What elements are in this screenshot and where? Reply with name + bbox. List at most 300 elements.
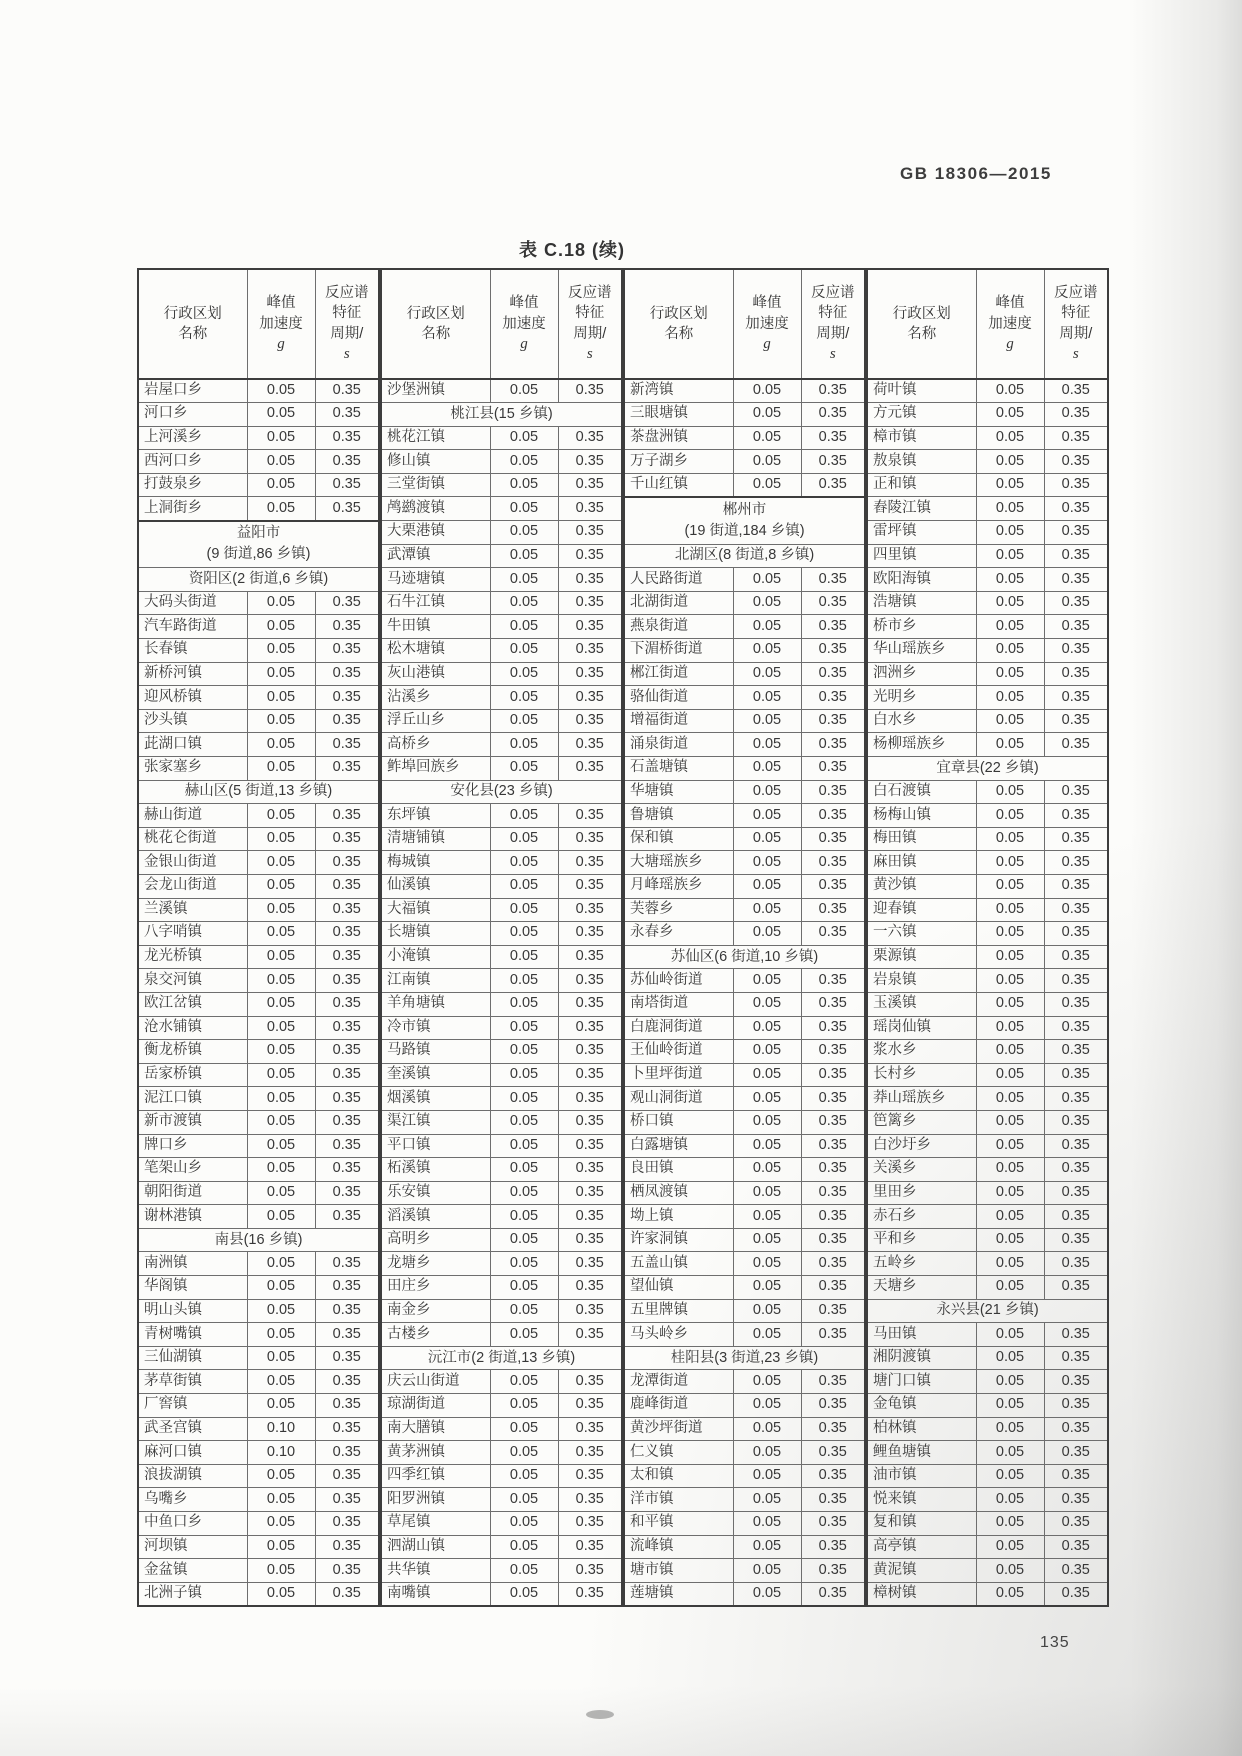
table-row bbox=[138, 615, 379, 639]
pga-value-cell: 0.05 bbox=[733, 1512, 801, 1536]
pga-value-cell: 0.05 bbox=[733, 686, 801, 710]
division-name-cell: 里田乡 bbox=[867, 1181, 976, 1205]
table-row bbox=[138, 662, 379, 686]
table-row bbox=[624, 1040, 865, 1064]
table-row bbox=[381, 1276, 622, 1300]
pga-value-cell: 0.05 bbox=[490, 922, 558, 946]
table-row bbox=[138, 686, 379, 710]
table-row bbox=[138, 992, 379, 1016]
table-row bbox=[867, 1016, 1108, 1040]
pga-value-cell: 0.05 bbox=[976, 780, 1044, 804]
division-name-cell: 泥江口镇 bbox=[138, 1087, 247, 1111]
period-value-cell: 0.35 bbox=[1044, 1559, 1108, 1583]
table-row bbox=[138, 1205, 379, 1229]
table-row bbox=[381, 969, 622, 993]
pga-value-cell: 0.05 bbox=[733, 639, 801, 663]
division-name-cell: 平口镇 bbox=[381, 1134, 490, 1158]
table-row bbox=[867, 1228, 1108, 1252]
division-name-cell: 汽车路街道 bbox=[138, 615, 247, 639]
pga-value-cell: 0.05 bbox=[247, 1299, 315, 1323]
pga-value-cell: 0.05 bbox=[490, 1063, 558, 1087]
table-row bbox=[624, 1323, 865, 1347]
table-row bbox=[624, 568, 865, 592]
period-value-cell: 0.35 bbox=[315, 1134, 379, 1158]
division-name-cell: 鲁塘镇 bbox=[624, 804, 733, 828]
table-row bbox=[867, 1370, 1108, 1394]
pga-value-cell: 0.05 bbox=[733, 851, 801, 875]
table-row bbox=[867, 1417, 1108, 1441]
period-value-cell: 0.35 bbox=[558, 1441, 622, 1465]
division-name-cell: 方元镇 bbox=[867, 403, 976, 427]
table-row bbox=[624, 1276, 865, 1300]
table-row bbox=[867, 497, 1108, 521]
division-name-cell: 麻河口镇 bbox=[138, 1441, 247, 1465]
pga-value-cell: 0.05 bbox=[247, 379, 315, 403]
pga-value-cell: 0.05 bbox=[976, 1512, 1044, 1536]
table-row bbox=[867, 615, 1108, 639]
period-value-cell: 0.35 bbox=[801, 450, 865, 474]
period-value-cell: 0.35 bbox=[801, 874, 865, 898]
pga-value-cell: 0.05 bbox=[247, 1488, 315, 1512]
group-header-cell: 永兴县(21 乡镇) bbox=[867, 1299, 1108, 1323]
period-value-cell: 0.35 bbox=[558, 1158, 622, 1182]
table-row bbox=[867, 1512, 1108, 1536]
pga-value-cell: 0.05 bbox=[733, 992, 801, 1016]
period-value-cell: 0.35 bbox=[558, 1276, 622, 1300]
table-row bbox=[138, 403, 379, 427]
division-name-cell: 莲塘镇 bbox=[624, 1582, 733, 1606]
table-row bbox=[381, 922, 622, 946]
table-row bbox=[138, 898, 379, 922]
header-division-name: 行政区划 名称 bbox=[381, 269, 490, 379]
division-name-cell: 上河溪乡 bbox=[138, 426, 247, 450]
table-row bbox=[381, 521, 622, 545]
pga-value-cell: 0.05 bbox=[490, 450, 558, 474]
pga-value-cell: 0.05 bbox=[733, 450, 801, 474]
table-row bbox=[138, 1134, 379, 1158]
period-value-cell: 0.35 bbox=[315, 403, 379, 427]
pga-value-cell: 0.05 bbox=[490, 1323, 558, 1347]
pga-value-cell: 0.05 bbox=[490, 1087, 558, 1111]
pga-value-cell: 0.05 bbox=[733, 827, 801, 851]
period-value-cell: 0.35 bbox=[1044, 898, 1108, 922]
table-row bbox=[138, 1417, 379, 1441]
period-value-cell: 0.35 bbox=[1044, 403, 1108, 427]
group-header-row bbox=[624, 1346, 865, 1370]
period-value-cell: 0.35 bbox=[315, 1205, 379, 1229]
division-name-cell: 新市渡镇 bbox=[138, 1110, 247, 1134]
pga-value-cell: 0.05 bbox=[976, 1016, 1044, 1040]
pga-value-cell: 0.05 bbox=[976, 1346, 1044, 1370]
division-name-cell: 茶盘洲镇 bbox=[624, 426, 733, 450]
table-row bbox=[624, 1512, 865, 1536]
period-value-cell: 0.35 bbox=[315, 1087, 379, 1111]
pga-value-cell: 0.05 bbox=[976, 992, 1044, 1016]
table-row bbox=[381, 1016, 622, 1040]
division-name-cell: 迎风桥镇 bbox=[138, 686, 247, 710]
division-name-cell: 鲊埠回族乡 bbox=[381, 757, 490, 781]
pga-value-cell: 0.05 bbox=[976, 403, 1044, 427]
period-value-cell: 0.35 bbox=[558, 1464, 622, 1488]
pga-value-cell: 0.05 bbox=[490, 1464, 558, 1488]
period-value-cell: 0.35 bbox=[1044, 1181, 1108, 1205]
table-row bbox=[867, 898, 1108, 922]
division-name-cell: 八字哨镇 bbox=[138, 922, 247, 946]
period-value-cell: 0.35 bbox=[1044, 1417, 1108, 1441]
pga-value-cell: 0.05 bbox=[490, 851, 558, 875]
table-row bbox=[624, 827, 865, 851]
table-row bbox=[138, 1181, 379, 1205]
pga-value-cell: 0.05 bbox=[733, 1394, 801, 1418]
period-value-cell: 0.35 bbox=[315, 1346, 379, 1370]
division-name-cell: 湘阴渡镇 bbox=[867, 1346, 976, 1370]
pga-value-cell: 0.05 bbox=[976, 379, 1044, 403]
division-name-cell: 仁义镇 bbox=[624, 1441, 733, 1465]
period-value-cell: 0.35 bbox=[801, 1394, 865, 1418]
table-row bbox=[381, 1205, 622, 1229]
table-row bbox=[138, 851, 379, 875]
table-row bbox=[867, 1346, 1108, 1370]
period-value-cell: 0.35 bbox=[1044, 1228, 1108, 1252]
division-name-cell: 塘门口镇 bbox=[867, 1370, 976, 1394]
table-row bbox=[867, 780, 1108, 804]
period-value-cell: 0.35 bbox=[558, 1394, 622, 1418]
group-header-row bbox=[867, 757, 1108, 781]
pga-value-cell: 0.05 bbox=[247, 615, 315, 639]
table-row bbox=[381, 686, 622, 710]
period-value-cell: 0.35 bbox=[315, 497, 379, 521]
pga-value-cell: 0.05 bbox=[733, 969, 801, 993]
period-value-cell: 0.35 bbox=[315, 1441, 379, 1465]
pga-value-cell: 0.05 bbox=[490, 827, 558, 851]
table-row bbox=[867, 1110, 1108, 1134]
division-name-cell: 牛田镇 bbox=[381, 615, 490, 639]
pga-value-cell: 0.05 bbox=[490, 1582, 558, 1606]
pga-value-cell: 0.05 bbox=[733, 1559, 801, 1583]
period-value-cell: 0.35 bbox=[1044, 662, 1108, 686]
pga-value-cell: 0.05 bbox=[733, 1488, 801, 1512]
period-value-cell: 0.35 bbox=[801, 1441, 865, 1465]
group-header-row bbox=[138, 1228, 379, 1252]
table-row bbox=[138, 1087, 379, 1111]
pga-value-cell: 0.05 bbox=[490, 1228, 558, 1252]
pga-value-cell: 0.05 bbox=[976, 1228, 1044, 1252]
division-name-cell: 田庄乡 bbox=[381, 1276, 490, 1300]
period-value-cell: 0.35 bbox=[558, 544, 622, 568]
scan-smudge-mark bbox=[586, 1710, 614, 1719]
table-row bbox=[624, 639, 865, 663]
division-name-cell: 河坝镇 bbox=[138, 1535, 247, 1559]
division-name-cell: 永春乡 bbox=[624, 922, 733, 946]
period-value-cell: 0.35 bbox=[315, 1252, 379, 1276]
pga-value-cell: 0.05 bbox=[733, 426, 801, 450]
pga-value-cell: 0.05 bbox=[976, 662, 1044, 686]
pga-value-cell: 0.05 bbox=[976, 544, 1044, 568]
division-name-cell: 赤石乡 bbox=[867, 1205, 976, 1229]
header-division-name: 行政区划 名称 bbox=[138, 269, 247, 379]
pga-value-cell: 0.05 bbox=[247, 969, 315, 993]
table-row bbox=[867, 733, 1108, 757]
period-value-cell: 0.35 bbox=[315, 1394, 379, 1418]
division-name-cell: 坳上镇 bbox=[624, 1205, 733, 1229]
period-value-cell: 0.35 bbox=[801, 780, 865, 804]
pga-value-cell: 0.05 bbox=[247, 1535, 315, 1559]
pga-value-cell: 0.05 bbox=[247, 1464, 315, 1488]
group-header-cell: 桃江县(15 乡镇) bbox=[381, 403, 622, 427]
period-value-cell: 0.35 bbox=[801, 1134, 865, 1158]
table-row bbox=[624, 922, 865, 946]
period-value-cell: 0.35 bbox=[315, 1158, 379, 1182]
period-value-cell: 0.35 bbox=[558, 969, 622, 993]
column-header-row bbox=[138, 269, 379, 379]
table-row bbox=[381, 1087, 622, 1111]
pga-value-cell: 0.05 bbox=[490, 992, 558, 1016]
table-row bbox=[867, 874, 1108, 898]
division-name-cell: 人民路街道 bbox=[624, 568, 733, 592]
table-row bbox=[867, 1394, 1108, 1418]
period-value-cell: 0.35 bbox=[801, 615, 865, 639]
period-value-cell: 0.35 bbox=[558, 1582, 622, 1606]
period-unit-symbol: s bbox=[343, 345, 350, 362]
period-value-cell: 0.35 bbox=[315, 639, 379, 663]
division-name-cell: 西河口乡 bbox=[138, 450, 247, 474]
period-unit-symbol: s bbox=[1072, 345, 1079, 362]
division-name-cell: 乌嘴乡 bbox=[138, 1488, 247, 1512]
pga-value-cell: 0.10 bbox=[247, 1417, 315, 1441]
division-name-cell: 仙溪镇 bbox=[381, 874, 490, 898]
pga-value-cell: 0.05 bbox=[490, 686, 558, 710]
pga-value-cell: 0.05 bbox=[976, 827, 1044, 851]
table-row bbox=[381, 1417, 622, 1441]
pga-value-cell: 0.05 bbox=[247, 922, 315, 946]
table-row bbox=[624, 1417, 865, 1441]
division-name-cell: 新桥河镇 bbox=[138, 662, 247, 686]
pga-value-cell: 0.05 bbox=[976, 639, 1044, 663]
table-row bbox=[624, 1134, 865, 1158]
pga-value-cell: 0.05 bbox=[976, 497, 1044, 521]
table-row bbox=[867, 922, 1108, 946]
pga-value-cell: 0.05 bbox=[247, 1323, 315, 1347]
pga-value-cell: 0.05 bbox=[976, 568, 1044, 592]
table-row bbox=[624, 898, 865, 922]
pga-value-cell: 0.05 bbox=[733, 1323, 801, 1347]
table-row bbox=[138, 1441, 379, 1465]
division-name-cell: 黄泥镇 bbox=[867, 1559, 976, 1583]
division-name-cell: 桥市乡 bbox=[867, 615, 976, 639]
table-row bbox=[867, 639, 1108, 663]
table-row bbox=[624, 403, 865, 427]
table-row bbox=[624, 1535, 865, 1559]
table-row bbox=[867, 426, 1108, 450]
division-name-cell: 四季红镇 bbox=[381, 1464, 490, 1488]
period-value-cell: 0.35 bbox=[315, 1299, 379, 1323]
table-row bbox=[624, 804, 865, 828]
pga-value-cell: 0.05 bbox=[976, 1488, 1044, 1512]
column-header-row bbox=[867, 269, 1108, 379]
period-value-cell: 0.35 bbox=[801, 1205, 865, 1229]
pga-value-cell: 0.05 bbox=[976, 1323, 1044, 1347]
period-value-cell: 0.35 bbox=[558, 1016, 622, 1040]
pga-value-cell: 0.05 bbox=[976, 686, 1044, 710]
division-name-cell: 沾溪乡 bbox=[381, 686, 490, 710]
division-name-cell: 长村乡 bbox=[867, 1063, 976, 1087]
period-value-cell: 0.35 bbox=[558, 1110, 622, 1134]
division-name-cell: 悦来镇 bbox=[867, 1488, 976, 1512]
table-row bbox=[867, 1063, 1108, 1087]
header-characteristic-period: 反应谱 特征 周期/ s bbox=[558, 269, 622, 379]
pga-value-cell: 0.05 bbox=[733, 1276, 801, 1300]
division-name-cell: 王仙岭街道 bbox=[624, 1040, 733, 1064]
pga-value-cell: 0.05 bbox=[247, 403, 315, 427]
period-value-cell: 0.35 bbox=[801, 851, 865, 875]
pga-value-cell: 0.05 bbox=[490, 591, 558, 615]
division-name-cell: 华阁镇 bbox=[138, 1276, 247, 1300]
pga-value-cell: 0.05 bbox=[976, 615, 1044, 639]
period-value-cell: 0.35 bbox=[801, 1158, 865, 1182]
pga-value-cell: 0.05 bbox=[976, 1559, 1044, 1583]
pga-value-cell: 0.05 bbox=[247, 1394, 315, 1418]
pga-value-cell: 0.05 bbox=[490, 1299, 558, 1323]
pga-value-cell: 0.05 bbox=[976, 1394, 1044, 1418]
pga-value-cell: 0.05 bbox=[733, 1582, 801, 1606]
division-name-cell: 栖凤渡镇 bbox=[624, 1181, 733, 1205]
table-group-1 bbox=[137, 268, 380, 1607]
period-value-cell: 0.35 bbox=[1044, 591, 1108, 615]
pga-value-cell: 0.05 bbox=[490, 969, 558, 993]
division-name-cell: 泗湖山镇 bbox=[381, 1535, 490, 1559]
table-row bbox=[381, 662, 622, 686]
table-row bbox=[867, 1535, 1108, 1559]
division-name-cell: 雷坪镇 bbox=[867, 521, 976, 545]
table-row bbox=[867, 403, 1108, 427]
division-name-cell: 白露塘镇 bbox=[624, 1134, 733, 1158]
group-header-cell: 桂阳县(3 街道,23 乡镇) bbox=[624, 1346, 865, 1370]
table-row bbox=[138, 827, 379, 851]
pga-value-cell: 0.05 bbox=[733, 662, 801, 686]
table-row bbox=[624, 1228, 865, 1252]
period-value-cell: 0.35 bbox=[558, 757, 622, 781]
pga-value-cell: 0.05 bbox=[247, 591, 315, 615]
period-value-cell: 0.35 bbox=[315, 615, 379, 639]
table-row bbox=[624, 1181, 865, 1205]
header-peak-acceleration: 峰值 加速度 g bbox=[247, 269, 315, 379]
pga-value-cell: 0.05 bbox=[247, 1063, 315, 1087]
period-value-cell: 0.35 bbox=[315, 1040, 379, 1064]
division-name-cell: 古楼乡 bbox=[381, 1323, 490, 1347]
division-name-cell: 金龟镇 bbox=[867, 1394, 976, 1418]
period-value-cell: 0.35 bbox=[558, 1323, 622, 1347]
group-header-row bbox=[624, 945, 865, 969]
division-name-cell: 四里镇 bbox=[867, 544, 976, 568]
division-name-cell: 马路镇 bbox=[381, 1040, 490, 1064]
table-row bbox=[381, 1181, 622, 1205]
group-header-cell: 安化县(23 乡镇) bbox=[381, 780, 622, 804]
period-value-cell: 0.35 bbox=[1044, 1063, 1108, 1087]
division-name-cell: 明山头镇 bbox=[138, 1299, 247, 1323]
division-name-cell: 上洞街乡 bbox=[138, 497, 247, 521]
period-value-cell: 0.35 bbox=[315, 1276, 379, 1300]
table-row bbox=[867, 1252, 1108, 1276]
table-row bbox=[867, 591, 1108, 615]
period-value-cell: 0.35 bbox=[801, 686, 865, 710]
table-row bbox=[381, 1063, 622, 1087]
table-row bbox=[138, 1040, 379, 1064]
period-value-cell: 0.35 bbox=[801, 1063, 865, 1087]
header-characteristic-period: 反应谱 特征 周期/ s bbox=[315, 269, 379, 379]
period-value-cell: 0.35 bbox=[801, 1252, 865, 1276]
table-row bbox=[138, 969, 379, 993]
group-header-row bbox=[867, 1299, 1108, 1323]
division-name-cell: 鸬鹚渡镇 bbox=[381, 497, 490, 521]
pga-value-cell: 0.05 bbox=[247, 1016, 315, 1040]
table-row bbox=[867, 709, 1108, 733]
division-name-cell: 复和镇 bbox=[867, 1512, 976, 1536]
table-row bbox=[624, 1110, 865, 1134]
period-value-cell: 0.35 bbox=[558, 1228, 622, 1252]
period-value-cell: 0.35 bbox=[801, 426, 865, 450]
period-value-cell: 0.35 bbox=[315, 945, 379, 969]
division-name-cell: 中鱼口乡 bbox=[138, 1512, 247, 1536]
division-name-cell: 北湖街道 bbox=[624, 591, 733, 615]
pga-value-cell: 0.05 bbox=[490, 1441, 558, 1465]
period-value-cell: 0.35 bbox=[801, 1276, 865, 1300]
pga-value-cell: 0.05 bbox=[976, 1087, 1044, 1111]
period-value-cell: 0.35 bbox=[558, 686, 622, 710]
division-name-cell: 南大膳镇 bbox=[381, 1417, 490, 1441]
header-division-name: 行政区划 名称 bbox=[624, 269, 733, 379]
pga-value-cell: 0.05 bbox=[976, 804, 1044, 828]
table-row bbox=[138, 450, 379, 474]
period-value-cell: 0.35 bbox=[1044, 615, 1108, 639]
division-name-cell: 武圣宫镇 bbox=[138, 1417, 247, 1441]
group-header-cell: 北湖区(8 街道,8 乡镇) bbox=[624, 544, 865, 568]
pga-value-cell: 0.05 bbox=[976, 1134, 1044, 1158]
division-name-cell: 东坪镇 bbox=[381, 804, 490, 828]
division-name-cell: 谢林港镇 bbox=[138, 1205, 247, 1229]
period-value-cell: 0.35 bbox=[801, 733, 865, 757]
table-row bbox=[381, 733, 622, 757]
period-value-cell: 0.35 bbox=[801, 379, 865, 403]
period-value-cell: 0.35 bbox=[558, 1370, 622, 1394]
period-value-cell: 0.35 bbox=[558, 804, 622, 828]
period-unit-symbol: s bbox=[829, 345, 836, 362]
table-row bbox=[867, 521, 1108, 545]
pga-value-cell: 0.05 bbox=[976, 426, 1044, 450]
period-value-cell: 0.35 bbox=[558, 450, 622, 474]
pga-value-cell: 0.05 bbox=[733, 1441, 801, 1465]
division-name-cell: 南嘴镇 bbox=[381, 1582, 490, 1606]
table-row bbox=[867, 969, 1108, 993]
pga-value-cell: 0.05 bbox=[976, 1252, 1044, 1276]
pga-value-cell: 0.05 bbox=[733, 1228, 801, 1252]
pga-value-cell: 0.05 bbox=[490, 1394, 558, 1418]
table-group-3 bbox=[623, 268, 866, 1607]
period-value-cell: 0.35 bbox=[801, 1323, 865, 1347]
pga-value-cell: 0.05 bbox=[976, 969, 1044, 993]
period-value-cell: 0.35 bbox=[558, 874, 622, 898]
period-value-cell: 0.35 bbox=[315, 1181, 379, 1205]
period-value-cell: 0.35 bbox=[1044, 1016, 1108, 1040]
pga-value-cell: 0.05 bbox=[976, 874, 1044, 898]
group-header-cell: 沅江市(2 街道,13 乡镇) bbox=[381, 1346, 622, 1370]
period-value-cell: 0.35 bbox=[315, 1417, 379, 1441]
pga-value-cell: 0.05 bbox=[247, 898, 315, 922]
period-value-cell: 0.35 bbox=[315, 874, 379, 898]
period-value-cell: 0.35 bbox=[801, 403, 865, 427]
division-name-cell: 沧水铺镇 bbox=[138, 1016, 247, 1040]
group-header-cell: 赫山区(5 街道,13 乡镇) bbox=[138, 780, 379, 804]
division-name-cell: 北洲子镇 bbox=[138, 1582, 247, 1606]
